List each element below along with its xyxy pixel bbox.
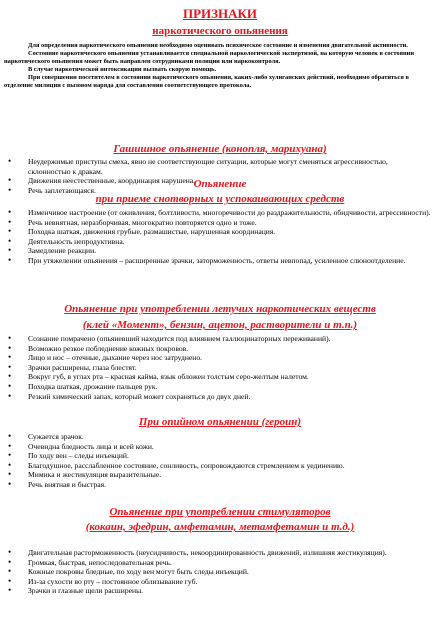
list-item: • Сужается зрачок. bbox=[0, 432, 440, 442]
page-title: ПРИЗНАКИ bbox=[182, 6, 258, 21]
list-item: • Резкий химический запах, который может сохраняться до двух дней. bbox=[0, 392, 440, 402]
list-item: • По ходу вен – следы инъекций. bbox=[0, 451, 440, 461]
intro-paragraph: Состояние наркотического опьянения устанавливается специальной наркологической экспертизой, на которую человек в состоянии наркотического опьянения может быть направлен сотрудниками полиции или наркоконтроля. bbox=[4, 50, 414, 65]
list-item: • При утяжелении опьянения – расширенные зрачки, заторможенность, ответы невпопад, усиленное слюноотделение. bbox=[0, 256, 440, 266]
section-list-opium bbox=[0, 432, 440, 490]
intro-paragraph: При совершении посетителем в состоянии наркотического опьянения, каких-либо хулиганских действий, необходимо обратиться в отделение милиции с вызовом наряда для составления соответствующего протокола. bbox=[4, 74, 409, 89]
list-item: • Вокруг губ, в углах рта – красная кайма, язык обложен толстым серо-желтым налетом. bbox=[0, 372, 440, 382]
section-heading-opium: При опийном опьянении (героин) bbox=[138, 416, 302, 428]
intro-text bbox=[4, 42, 436, 90]
list-item: • Возможно резкое побледнение кожных покровов. bbox=[0, 344, 440, 354]
section-heading-volatile-sub: (клей «Момент», бензин, ацетон, растворители и т.п.) bbox=[82, 319, 358, 331]
list-item: • Движения неестественные, координация нарушена. bbox=[0, 176, 440, 186]
section-heading-sedatives-sub: при приеме снотворных и успокаивающих средств bbox=[95, 193, 345, 205]
list-item: • Лицо и нос – отечные, дыхание через нос затруднено. bbox=[0, 353, 440, 363]
intro-paragraph: Для определения наркотического опьянения необходимо оценивать психическое состояние и изменения двигательной активности. bbox=[28, 42, 408, 49]
list-item: • Зрачки и глазные щели расширены. bbox=[0, 586, 440, 596]
section-list-stimulants bbox=[0, 548, 440, 596]
section-heading-stimulants-sub: (кокаин, эфедрин, амфетамин, метамфетамин и т.д.) bbox=[85, 521, 355, 533]
list-item: • Благодушное, расслабленное состояние, сонливость, сопровождаются стремлением к уединению. bbox=[0, 461, 440, 471]
list-item: • Походка шаткая, дрожание пальцев рук. bbox=[0, 382, 440, 392]
list-item: • Из-за сухости во рту – постоянное облизывание губ. bbox=[0, 577, 440, 587]
section-heading-sedatives: Опьянение bbox=[193, 178, 247, 190]
section-heading-hashish: Гашишное опьянение (конопля, марихуана) bbox=[113, 143, 327, 155]
list-item: • Зрачки расширены, глаза блестят. bbox=[0, 363, 440, 373]
intro-paragraph: В случае наркотической интоксикации вызвать скорую помощь. bbox=[28, 66, 217, 73]
list-item: • Речь внятная и быстрая. bbox=[0, 480, 440, 490]
list-item: • Деятельность непродуктивна. bbox=[0, 237, 440, 247]
list-item: • Кожные покровы бледные, по ходу вен могут быть следы инъекций. bbox=[0, 567, 440, 577]
list-item: • Замедление реакции. bbox=[0, 246, 440, 256]
section-heading-stimulants: Опьянение при употреблении стимуляторов bbox=[109, 506, 331, 518]
page-subtitle: наркотического опьянения bbox=[152, 25, 288, 37]
list-item: • Сознание помрачено (опьяневший находится под влиянием галлюцинаторных переживаний). bbox=[0, 334, 440, 344]
list-item: • Изменчивое настроение (от оживления, болтливости, многоречивости до раздражительности, обидчивости, агрессивности). bbox=[0, 208, 440, 218]
section-heading-volatile: Опьянение при употреблении летучих наркотических веществ bbox=[64, 303, 376, 315]
list-item: • Походка шаткая, движения грубые, размашистые, нарушенная координация. bbox=[0, 227, 440, 237]
list-item: • Громкая, быстрая, непоследовательная речь. bbox=[0, 558, 440, 568]
list-item: • Очевидна бледность лица и всей кожи. bbox=[0, 442, 440, 452]
list-item: • Речь невнятная, неразборчивая, многократно повторяется одно и тоже. bbox=[0, 218, 440, 228]
list-item: • Речь заплетающаяся. bbox=[0, 186, 440, 196]
section-list-volatile bbox=[0, 334, 440, 401]
section-list-sedatives bbox=[0, 208, 440, 266]
list-item: • Двигательная расторможенность (неусидчивость, некоординированность движений, излишняя жестикуляция). bbox=[0, 548, 440, 558]
list-item: • Неудержимые приступы смеха, явно не соответствующие ситуации, которые могут сменяться агрессивностью, склонностью к дракам. bbox=[0, 157, 440, 176]
list-item: • Мимика и жестикуляция выразительные. bbox=[0, 470, 440, 480]
